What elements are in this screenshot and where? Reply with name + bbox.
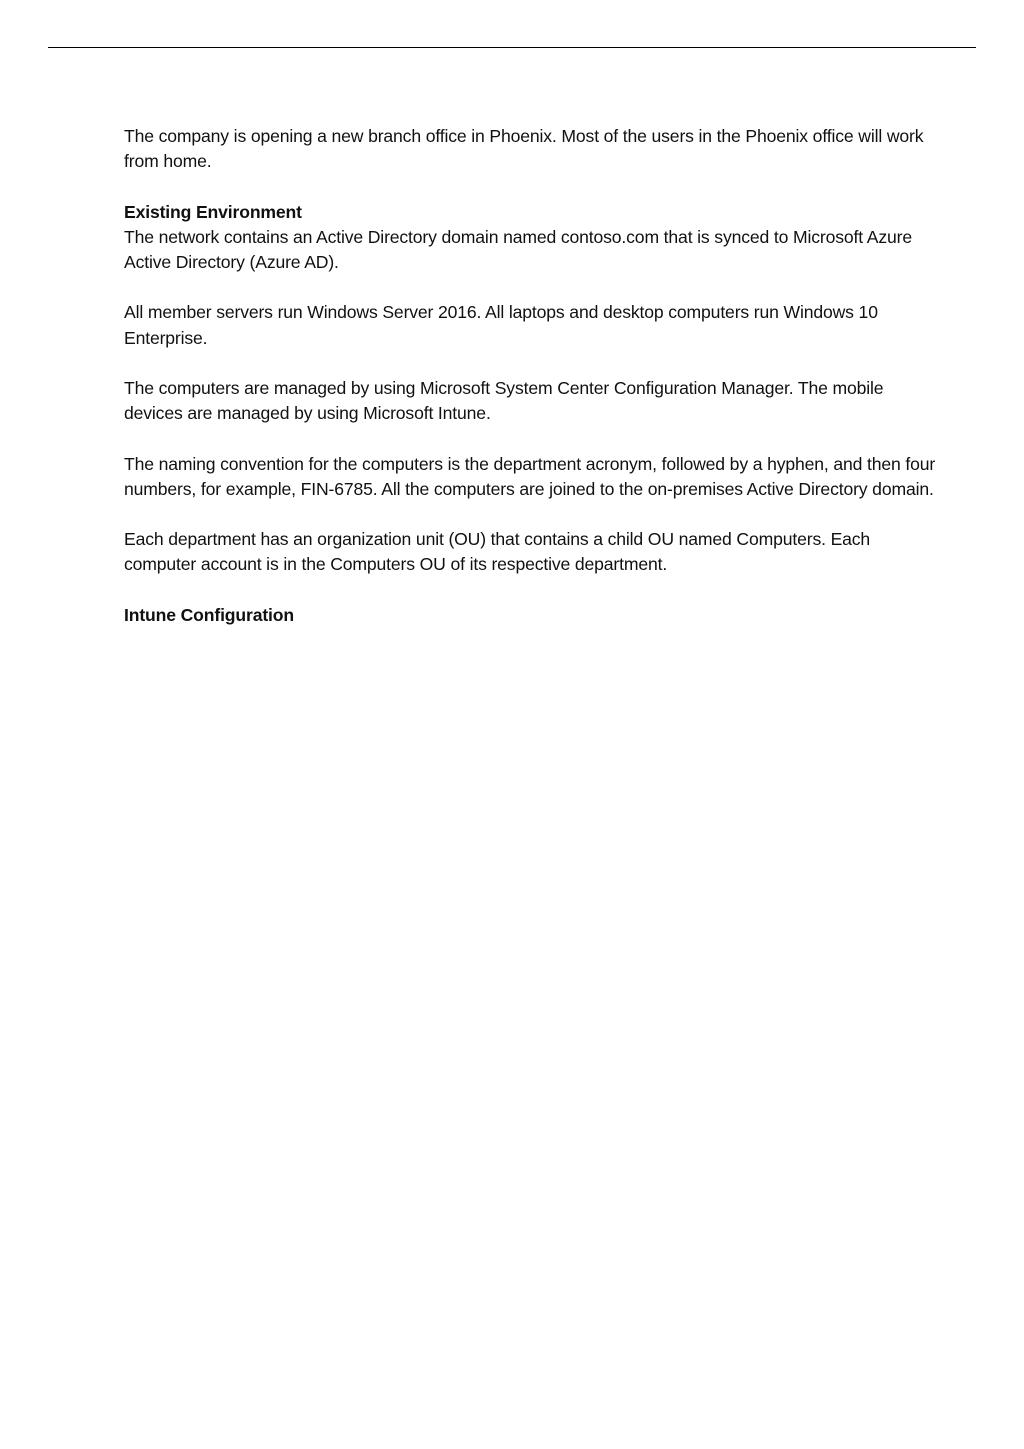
section-heading-existing-environment: Existing Environment	[124, 201, 302, 222]
paragraph-naming-convention: The naming convention for the computers is the department acronym, followed by a hyphen, and then four numbers, for example, FIN-6785. All the computers are joined to the on-premises Active Directory domain.	[124, 453, 936, 499]
paragraph-network: The network contains an Active Directory domain named contoso.com that is synced to Microsoft Azure Active Directory (Azure AD).	[124, 226, 912, 272]
header-rule	[48, 47, 976, 48]
paragraph-servers: All member servers run Windows Server 2016. All laptops and desktop computers run Windows 10 Enterprise.	[124, 302, 878, 348]
intro-paragraph: The company is opening a new branch office in Phoenix. Most of the users in the Phoenix office will work from home.	[124, 126, 924, 172]
paragraph-management: The computers are managed by using Microsoft System Center Configuration Manager. The mobile devices are managed by using Microsoft Intune.	[124, 377, 884, 424]
section-heading-intune-configuration: Intune Configuration	[124, 604, 294, 625]
paragraph-ou-structure: Each department has an organization unit (OU) that contains a child OU named Computers. Each computer account is in the Computers OU of its respective department.	[124, 529, 871, 575]
document-body	[124, 124, 936, 628]
